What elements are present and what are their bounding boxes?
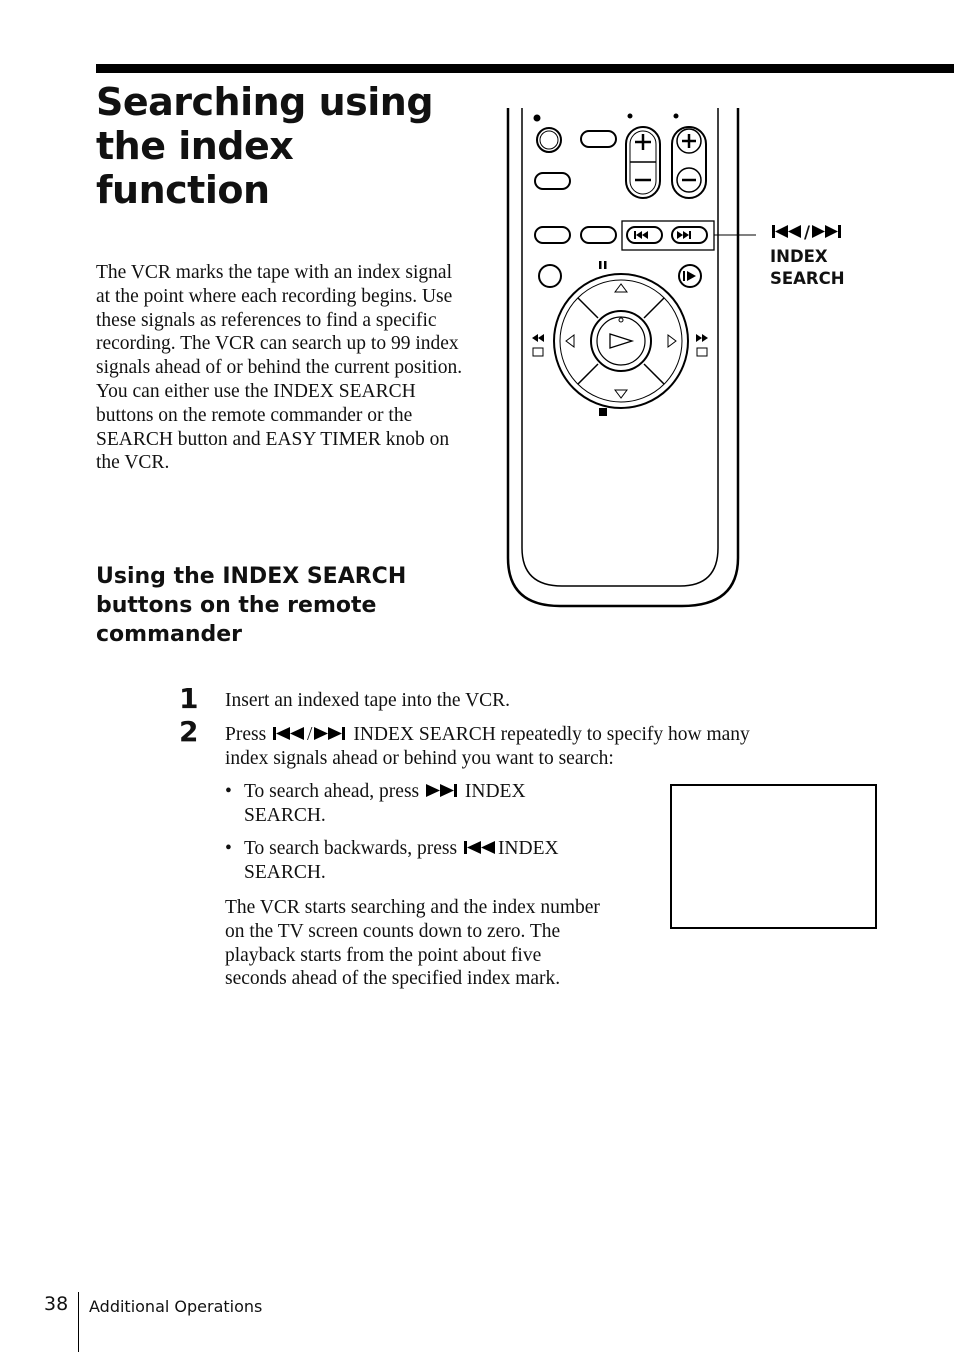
bullet-1-before: To search ahead, press: [244, 781, 420, 802]
section-heading: Using the INDEX SEARCH buttons on the remote commander: [96, 564, 407, 647]
next-index-icon: [810, 224, 844, 239]
index-search-callout: [770, 222, 844, 244]
step-number-2: 2: [179, 715, 199, 748]
step-text-1: Insert an indexed tape into the VCR.: [225, 690, 511, 711]
step-text-2: [225, 723, 750, 747]
bullet-dot: •: [225, 838, 232, 859]
step-text-2-line2: index signals ahead or behind you want to search:: [225, 748, 614, 769]
bullet-search-backwards: [225, 837, 625, 885]
footer-section: Additional Operations: [89, 1297, 263, 1316]
bullet-2-line2: SEARCH.: [244, 862, 326, 883]
next-index-icon: [312, 726, 348, 741]
callout-separator: /: [804, 223, 811, 242]
step-number-1: 1: [179, 682, 199, 715]
callout-search-label: SEARCH: [770, 269, 845, 288]
step-2-separator: /: [307, 724, 313, 745]
bullet-1-after: INDEX: [464, 781, 526, 802]
intro-paragraph: The VCR marks the tape with an index signal at the point where each recording begins. Use these signals as references to find a specific recording. The VCR can search up to 99 index signals ahead of or behind the current position. You can either use the INDEX SEARCH buttons on the remote commander or the SEARCH button and EASY TIMER knob on the VCR.: [96, 262, 463, 474]
remote-commander-illustration: [500, 108, 760, 613]
previous-index-icon: [271, 726, 307, 741]
tv-screen-illustration: [670, 784, 877, 929]
footer-rule: [78, 1292, 79, 1352]
callout-index-label: INDEX: [770, 247, 828, 266]
step-2-rest: INDEX SEARCH repeatedly to specify how many: [353, 724, 750, 745]
bullet-2-after: INDEX: [497, 838, 559, 859]
next-index-icon: [424, 783, 460, 798]
bullet-search-ahead: [225, 780, 625, 828]
result-paragraph: The VCR starts searching and the index number on the TV screen counts down to zero. The playback starts from the point about five seconds ahead of the specified index mark.: [225, 897, 600, 990]
top-rule: [96, 64, 954, 73]
page-title: Searching using the index function: [96, 80, 434, 212]
previous-index-icon: [770, 224, 804, 239]
page-number: 38: [44, 1293, 69, 1315]
step-2-press: Press: [225, 724, 267, 745]
bullet-dot: •: [225, 781, 232, 802]
previous-index-icon: [462, 840, 498, 855]
bullet-1-line2: SEARCH.: [244, 805, 326, 826]
bullet-2-before: To search backwards, press: [244, 838, 458, 859]
